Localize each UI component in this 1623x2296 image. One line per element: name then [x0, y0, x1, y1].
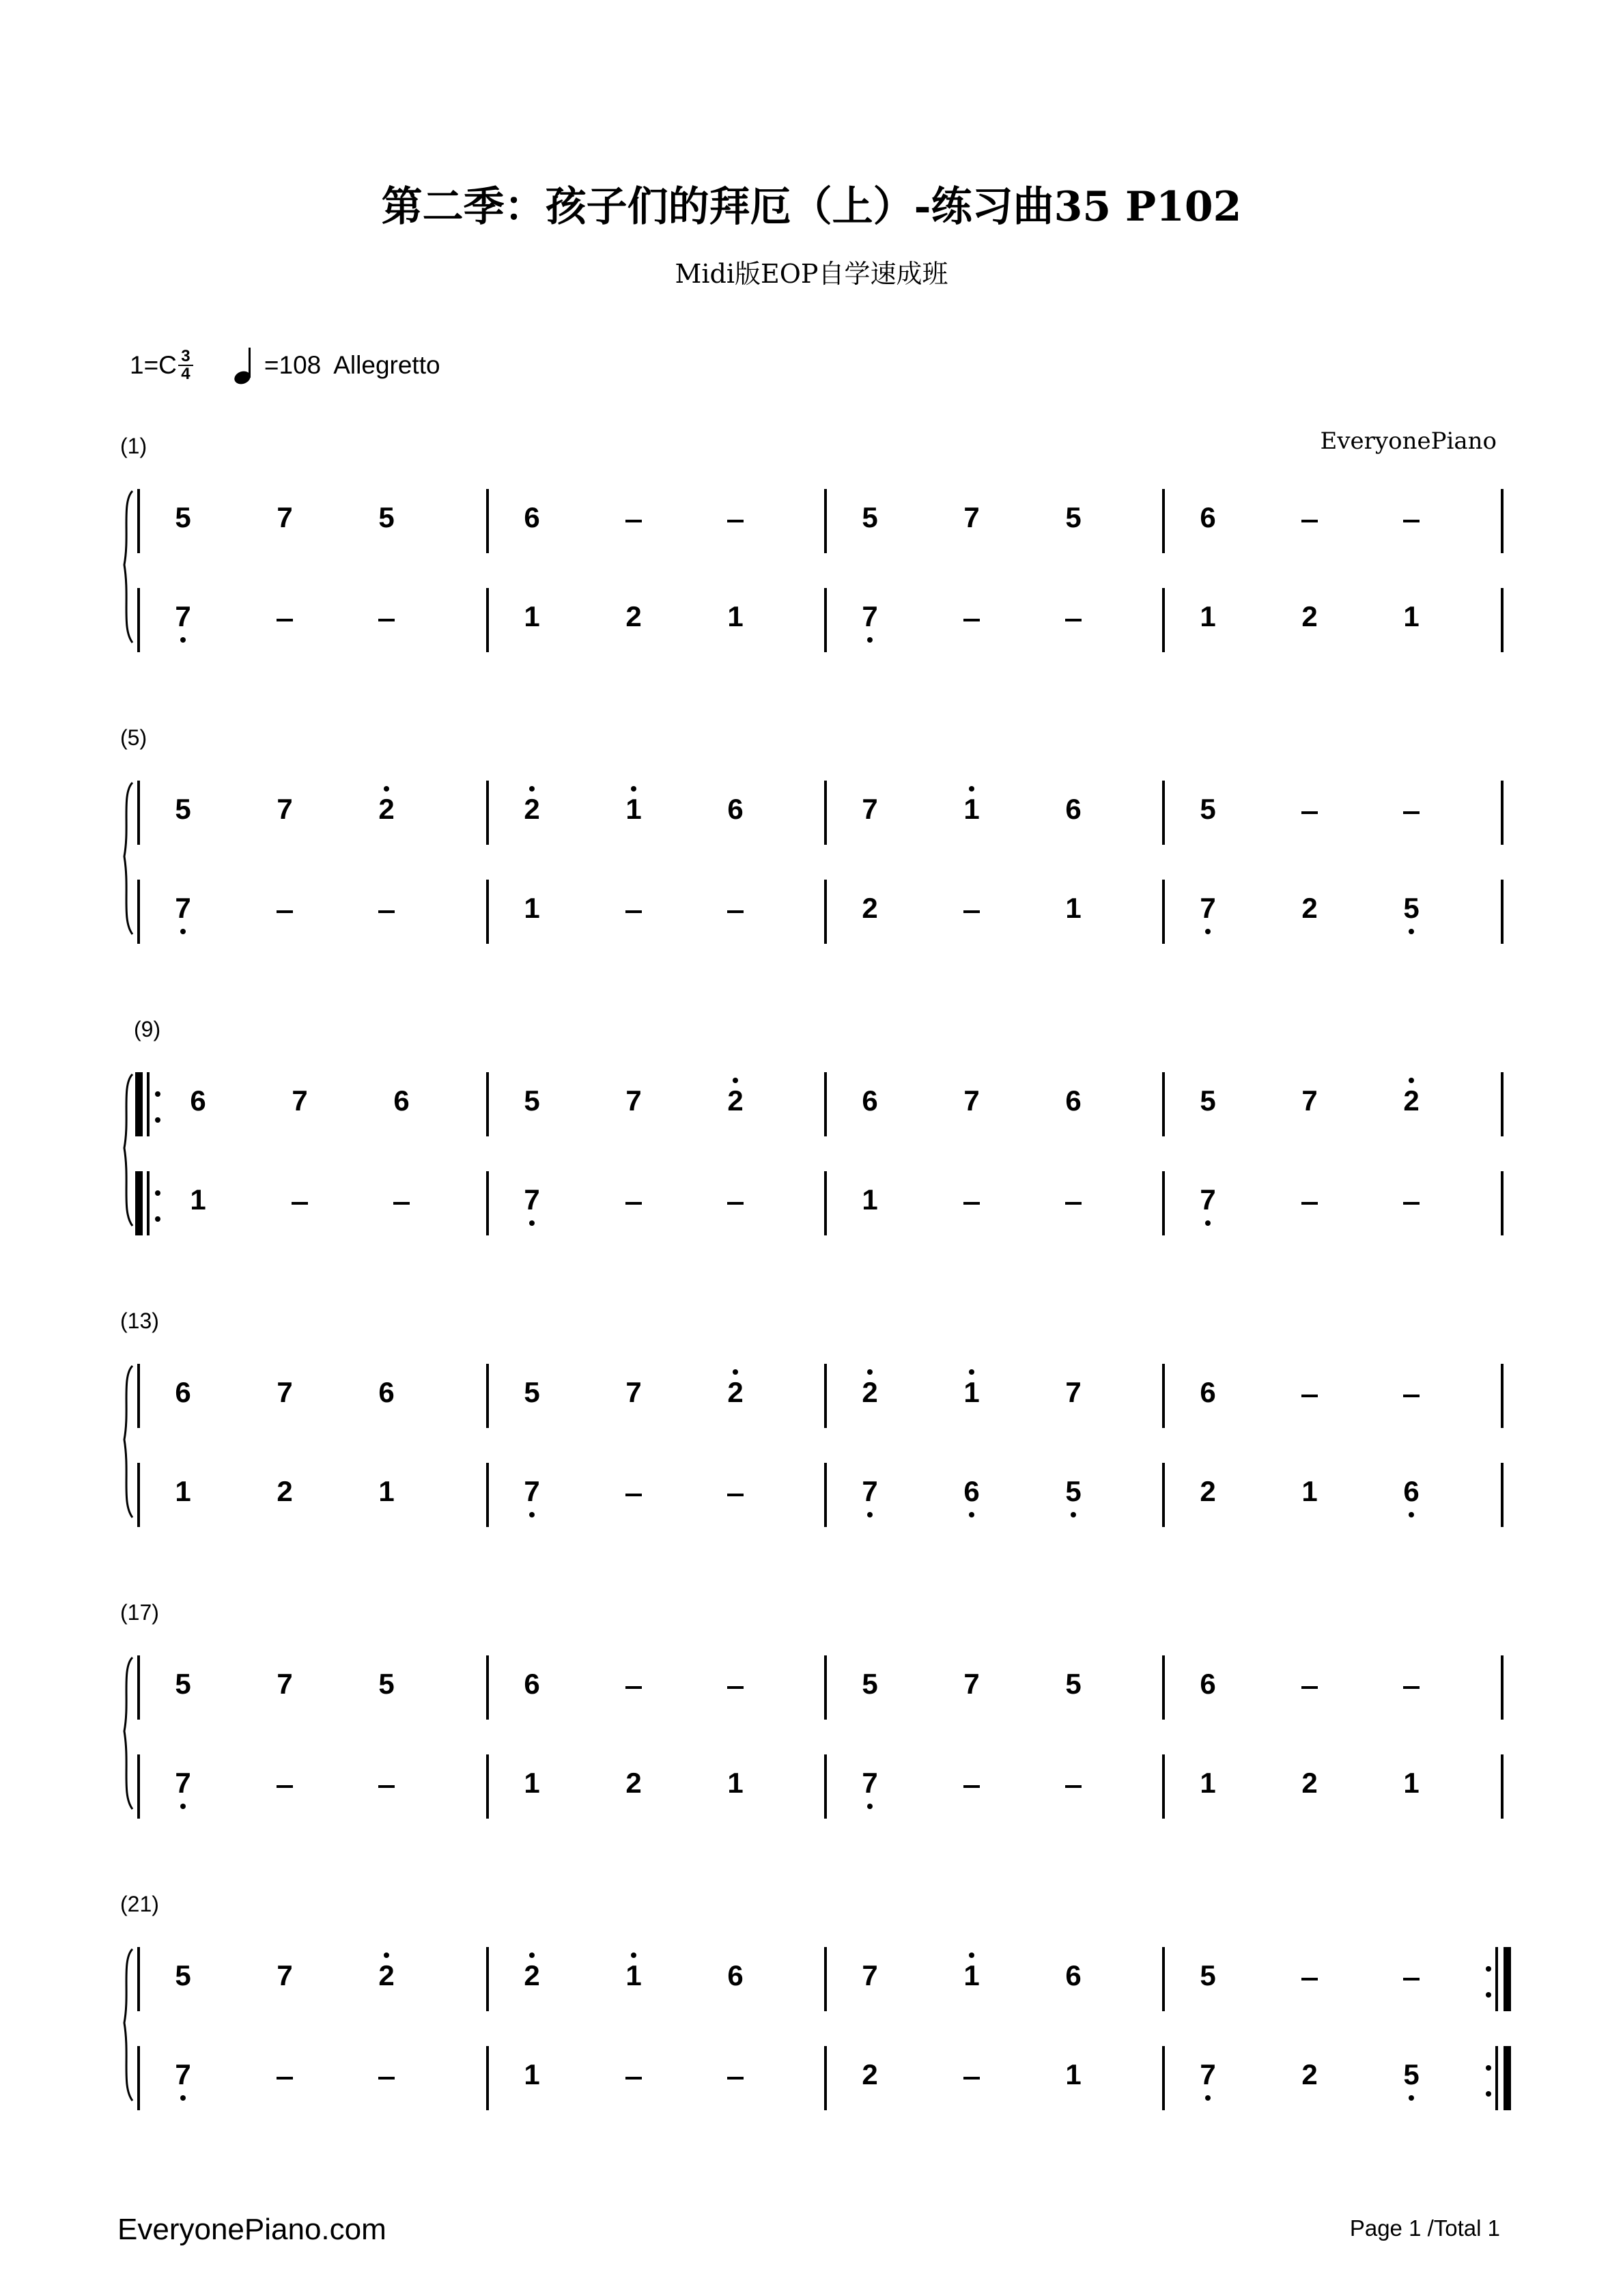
- dash-extension: [727, 1494, 744, 1496]
- barline: [1162, 1655, 1165, 1720]
- dash-extension: [1065, 619, 1082, 621]
- dash-extension: [277, 619, 293, 621]
- octave-down-dot: [1409, 1512, 1414, 1517]
- jianpu-note: 2: [378, 793, 395, 825]
- dash-extension: [378, 910, 395, 913]
- repeat-start-barline: [135, 1072, 143, 1136]
- jianpu-note: 2: [524, 1959, 540, 1991]
- jianpu-note: 7: [963, 1668, 980, 1700]
- dash-extension: [378, 619, 395, 621]
- jianpu-note: 7: [175, 1767, 191, 1799]
- barline: [137, 1754, 140, 1819]
- repeat-dot: [155, 1117, 160, 1123]
- repeat-end-barline: [1504, 2046, 1511, 2110]
- jianpu-note: 1: [963, 1959, 980, 1991]
- jianpu-note: 1: [727, 600, 744, 632]
- page-title: 第二季：孩子们的拜厄（上）-练习曲35 P102: [381, 183, 1242, 231]
- dash-extension: [625, 1686, 642, 1689]
- dash-extension: [727, 2077, 744, 2080]
- jianpu-note: 7: [625, 1376, 642, 1408]
- dash-extension: [1403, 811, 1420, 814]
- octave-down-dot: [1409, 2095, 1414, 2101]
- barline: [147, 1072, 150, 1136]
- jianpu-note: 2: [524, 793, 540, 825]
- jianpu-note: 6: [1065, 1959, 1082, 1991]
- jianpu-note: 2: [862, 2058, 878, 2090]
- jianpu-note: 6: [1065, 1084, 1082, 1117]
- jianpu-note: 1: [963, 1376, 980, 1408]
- jianpu-note: 7: [963, 1084, 980, 1117]
- barline: [137, 2046, 140, 2110]
- dash-extension: [625, 1202, 642, 1205]
- barline: [137, 880, 140, 944]
- barline: [486, 1463, 489, 1527]
- barline: [1162, 880, 1165, 944]
- jianpu-note: 7: [175, 600, 191, 632]
- jianpu-note: 2: [378, 1959, 395, 1991]
- jianpu-note: 1: [175, 1475, 191, 1507]
- brace-icon: [116, 1946, 137, 2103]
- octave-down-dot: [180, 637, 186, 643]
- octave-up-dot: [384, 1952, 389, 1958]
- barline: [147, 1171, 150, 1235]
- octave-down-dot: [1205, 929, 1211, 934]
- jianpu-note: 1: [963, 793, 980, 825]
- jianpu-note: 5: [175, 1959, 191, 1991]
- jianpu-note: 1: [524, 1767, 540, 1799]
- barline: [1162, 1947, 1165, 2011]
- barline: [486, 1171, 489, 1235]
- jianpu-note: 2: [625, 600, 642, 632]
- jianpu-note: 2: [862, 1376, 878, 1408]
- jianpu-note: 5: [175, 1668, 191, 1700]
- octave-down-dot: [180, 1804, 186, 1809]
- octave-up-dot: [631, 1952, 636, 1958]
- octave-up-dot: [969, 1369, 974, 1375]
- dash-extension: [1301, 1686, 1318, 1689]
- barline: [1162, 489, 1165, 553]
- jianpu-note: 6: [963, 1475, 980, 1507]
- jianpu-note: 2: [625, 1767, 642, 1799]
- octave-down-dot: [529, 1512, 535, 1517]
- jianpu-note: 1: [1065, 2058, 1082, 2090]
- jianpu-note: 2: [1301, 892, 1318, 924]
- jianpu-note: 7: [862, 1959, 878, 1991]
- barline: [486, 588, 489, 652]
- page-subtitle: Midi版EOP自学速成班: [675, 259, 948, 289]
- jianpu-note: 5: [524, 1084, 540, 1117]
- dash-extension: [963, 619, 980, 621]
- jianpu-note: 7: [277, 793, 293, 825]
- jianpu-note: 1: [378, 1475, 395, 1507]
- octave-down-dot: [180, 929, 186, 934]
- jianpu-note: 6: [378, 1376, 395, 1408]
- jianpu-note: 7: [292, 1084, 308, 1117]
- jianpu-note: 6: [524, 501, 540, 533]
- jianpu-note: 7: [862, 1767, 878, 1799]
- barline: [824, 1947, 827, 2011]
- jianpu-note: 7: [1301, 1084, 1318, 1117]
- dash-extension: [1403, 1395, 1420, 1397]
- measure-number: (13): [120, 1308, 159, 1333]
- jianpu-note: 5: [1065, 1668, 1082, 1700]
- barline: [486, 781, 489, 845]
- jianpu-note: 6: [1200, 1376, 1216, 1408]
- barline: [1501, 1072, 1504, 1136]
- jianpu-note: 7: [1065, 1376, 1082, 1408]
- barline: [1501, 489, 1504, 553]
- jianpu-note: 7: [175, 2058, 191, 2090]
- jianpu-note: 6: [175, 1376, 191, 1408]
- tempo-value: =108: [264, 351, 322, 379]
- barline: [824, 489, 827, 553]
- jianpu-note: 7: [277, 1668, 293, 1700]
- barline: [1501, 880, 1504, 944]
- barline: [486, 880, 489, 944]
- brace-icon: [116, 780, 137, 937]
- jianpu-note: 6: [1200, 501, 1216, 533]
- dash-extension: [727, 910, 744, 913]
- dash-extension: [393, 1202, 410, 1205]
- octave-up-dot: [529, 1952, 535, 1958]
- barline: [824, 1655, 827, 1720]
- barline: [1162, 1463, 1165, 1527]
- octave-up-dot: [867, 1369, 873, 1375]
- barline: [1501, 1463, 1504, 1527]
- barline: [824, 1463, 827, 1527]
- octave-up-dot: [733, 1078, 738, 1083]
- barline: [1162, 1171, 1165, 1235]
- jianpu-note: 1: [524, 600, 540, 632]
- octave-down-dot: [1409, 929, 1414, 934]
- barline: [1501, 1364, 1504, 1428]
- barline: [137, 588, 140, 652]
- jianpu-note: 7: [1200, 892, 1216, 924]
- dash-extension: [378, 1785, 395, 1788]
- barline: [486, 1947, 489, 2011]
- dash-extension: [277, 2077, 293, 2080]
- jianpu-note: 1: [625, 793, 642, 825]
- jianpu-note: 5: [378, 501, 395, 533]
- jianpu-note: 7: [862, 1475, 878, 1507]
- dash-extension: [727, 1202, 744, 1205]
- dash-extension: [625, 1494, 642, 1496]
- octave-up-dot: [733, 1369, 738, 1375]
- brace-icon: [116, 1072, 137, 1229]
- jianpu-note: 5: [862, 1668, 878, 1700]
- dash-extension: [1301, 811, 1318, 814]
- barline: [1162, 1072, 1165, 1136]
- jianpu-note: 7: [1200, 2058, 1216, 2090]
- jianpu-note: 7: [524, 1184, 540, 1216]
- jianpu-note: 1: [190, 1184, 206, 1216]
- barline: [486, 1655, 489, 1720]
- jianpu-note: 2: [1301, 600, 1318, 632]
- jianpu-note: 2: [727, 1084, 744, 1117]
- dash-extension: [1065, 1202, 1082, 1205]
- brace-icon: [116, 1655, 137, 1812]
- barline: [1495, 1947, 1498, 2011]
- jianpu-note: 1: [1301, 1475, 1318, 1507]
- time-bottom: 4: [181, 365, 190, 383]
- jianpu-note: 5: [175, 501, 191, 533]
- barline: [1501, 1754, 1504, 1819]
- dash-extension: [1301, 1395, 1318, 1397]
- octave-down-dot: [1205, 1220, 1211, 1226]
- jianpu-note: 1: [1065, 892, 1082, 924]
- watermark: EveryonePiano: [1320, 428, 1497, 455]
- dash-extension: [625, 520, 642, 522]
- jianpu-note: 7: [277, 501, 293, 533]
- repeat-dot: [155, 1216, 160, 1222]
- measure-number: (17): [120, 1600, 159, 1625]
- jianpu-note: 6: [1065, 793, 1082, 825]
- measure-number: (21): [120, 1892, 159, 1916]
- octave-up-dot: [631, 786, 636, 792]
- jianpu-note: 2: [1403, 1084, 1420, 1117]
- barline: [1501, 1655, 1504, 1720]
- jianpu-note: 2: [1200, 1475, 1216, 1507]
- jianpu-note: 1: [1403, 1767, 1420, 1799]
- jianpu-note: 5: [1065, 501, 1082, 533]
- octave-down-dot: [867, 637, 873, 643]
- barline: [824, 1754, 827, 1819]
- jianpu-note: 1: [862, 1184, 878, 1216]
- barline: [137, 1463, 140, 1527]
- dash-extension: [1403, 1686, 1420, 1689]
- barline: [486, 2046, 489, 2110]
- octave-down-dot: [1071, 1512, 1076, 1517]
- barline: [137, 1364, 140, 1428]
- jianpu-note: 6: [1200, 1668, 1216, 1700]
- repeat-dot: [155, 1190, 160, 1196]
- jianpu-note: 5: [1403, 892, 1420, 924]
- barline: [1495, 2046, 1498, 2110]
- jianpu-note: 1: [1200, 600, 1216, 632]
- barline: [824, 2046, 827, 2110]
- jianpu-note: 5: [1065, 1475, 1082, 1507]
- barline: [824, 1364, 827, 1428]
- brace-icon: [116, 488, 137, 645]
- repeat-dot: [1486, 2091, 1491, 2097]
- repeat-dot: [155, 1091, 160, 1097]
- brace-icon: [116, 1363, 137, 1520]
- jianpu-note: 2: [1301, 1767, 1318, 1799]
- jianpu-note: 6: [393, 1084, 410, 1117]
- dash-extension: [1403, 1978, 1420, 1980]
- barline: [824, 1072, 827, 1136]
- octave-down-dot: [529, 1220, 535, 1226]
- key-label: 1=C: [130, 351, 177, 379]
- barline: [1501, 781, 1504, 845]
- jianpu-note: 6: [1403, 1475, 1420, 1507]
- jianpu-note: 5: [1403, 2058, 1420, 2090]
- jianpu-note: 1: [1200, 1767, 1216, 1799]
- dash-extension: [1065, 1785, 1082, 1788]
- octave-down-dot: [867, 1512, 873, 1517]
- jianpu-note: 1: [727, 1767, 744, 1799]
- jianpu-note: 7: [524, 1475, 540, 1507]
- jianpu-note: 1: [625, 1959, 642, 1991]
- jianpu-note: 1: [1403, 600, 1420, 632]
- dash-extension: [963, 1202, 980, 1205]
- dash-extension: [727, 520, 744, 522]
- jianpu-note: 6: [727, 1959, 744, 1991]
- measure-number: (9): [134, 1017, 161, 1041]
- jianpu-note: 7: [862, 600, 878, 632]
- barline: [1501, 588, 1504, 652]
- jianpu-note: 6: [727, 793, 744, 825]
- jianpu-note: 7: [862, 793, 878, 825]
- jianpu-note: 7: [1200, 1184, 1216, 1216]
- repeat-dot: [1486, 1966, 1491, 1972]
- jianpu-note: 5: [1200, 793, 1216, 825]
- jianpu-note: 2: [1301, 2058, 1318, 2090]
- dash-extension: [625, 910, 642, 913]
- barline: [137, 781, 140, 845]
- octave-up-dot: [384, 786, 389, 792]
- jianpu-note: 6: [862, 1084, 878, 1117]
- octave-up-dot: [969, 786, 974, 792]
- barline: [1162, 1364, 1165, 1428]
- jianpu-note: 7: [175, 892, 191, 924]
- barline: [1162, 1754, 1165, 1819]
- dash-extension: [1301, 1202, 1318, 1205]
- tempo-text: Allegretto: [333, 351, 440, 379]
- jianpu-note: 2: [277, 1475, 293, 1507]
- barline: [1162, 781, 1165, 845]
- jianpu-note: 7: [277, 1959, 293, 1991]
- jianpu-note: 7: [277, 1376, 293, 1408]
- octave-up-dot: [1409, 1078, 1414, 1083]
- repeat-start-barline: [135, 1171, 143, 1235]
- octave-down-dot: [969, 1512, 974, 1517]
- dash-extension: [625, 2077, 642, 2080]
- dash-extension: [277, 910, 293, 913]
- jianpu-note: 5: [175, 793, 191, 825]
- barline: [486, 1072, 489, 1136]
- dash-extension: [963, 2077, 980, 2080]
- dash-extension: [1301, 1978, 1318, 1980]
- footer-page-number: Page 1 /Total 1: [1349, 2215, 1500, 2241]
- jianpu-note: 6: [524, 1668, 540, 1700]
- barline: [1501, 1171, 1504, 1235]
- dash-extension: [963, 910, 980, 913]
- jianpu-note: 1: [524, 892, 540, 924]
- measure-number: (1): [120, 434, 147, 458]
- dash-extension: [378, 2077, 395, 2080]
- dash-extension: [277, 1785, 293, 1788]
- repeat-end-barline: [1504, 1947, 1511, 2011]
- barline: [824, 1171, 827, 1235]
- dash-extension: [1403, 520, 1420, 522]
- barline: [824, 880, 827, 944]
- barline: [137, 1655, 140, 1720]
- jianpu-note: 5: [862, 501, 878, 533]
- octave-up-dot: [529, 786, 535, 792]
- barline: [824, 588, 827, 652]
- dash-extension: [1301, 520, 1318, 522]
- octave-down-dot: [867, 1804, 873, 1809]
- jianpu-note: 2: [727, 1376, 744, 1408]
- jianpu-note: 5: [524, 1376, 540, 1408]
- time-top: 3: [181, 347, 190, 365]
- jianpu-note: 7: [625, 1084, 642, 1117]
- jianpu-note: 5: [1200, 1084, 1216, 1117]
- measure-number: (5): [120, 725, 147, 750]
- footer-site: EveryonePiano.com: [117, 2213, 386, 2246]
- barline: [1162, 2046, 1165, 2110]
- barline: [1162, 588, 1165, 652]
- jianpu-note: 5: [1200, 1959, 1216, 1991]
- jianpu-note: 2: [862, 892, 878, 924]
- jianpu-note: 6: [190, 1084, 206, 1117]
- barline: [486, 1754, 489, 1819]
- barline: [137, 489, 140, 553]
- barline: [137, 1947, 140, 2011]
- octave-up-dot: [969, 1952, 974, 1958]
- dash-extension: [292, 1202, 308, 1205]
- jianpu-note: 7: [963, 501, 980, 533]
- repeat-dot: [1486, 1992, 1491, 1998]
- barline: [824, 781, 827, 845]
- octave-down-dot: [180, 2095, 186, 2101]
- jianpu-note: 5: [378, 1668, 395, 1700]
- barline: [486, 1364, 489, 1428]
- dash-extension: [1403, 1202, 1420, 1205]
- repeat-dot: [1486, 2065, 1491, 2071]
- jianpu-note: 1: [524, 2058, 540, 2090]
- dash-extension: [727, 1686, 744, 1689]
- octave-down-dot: [1205, 2095, 1211, 2101]
- dash-extension: [963, 1785, 980, 1788]
- barline: [486, 489, 489, 553]
